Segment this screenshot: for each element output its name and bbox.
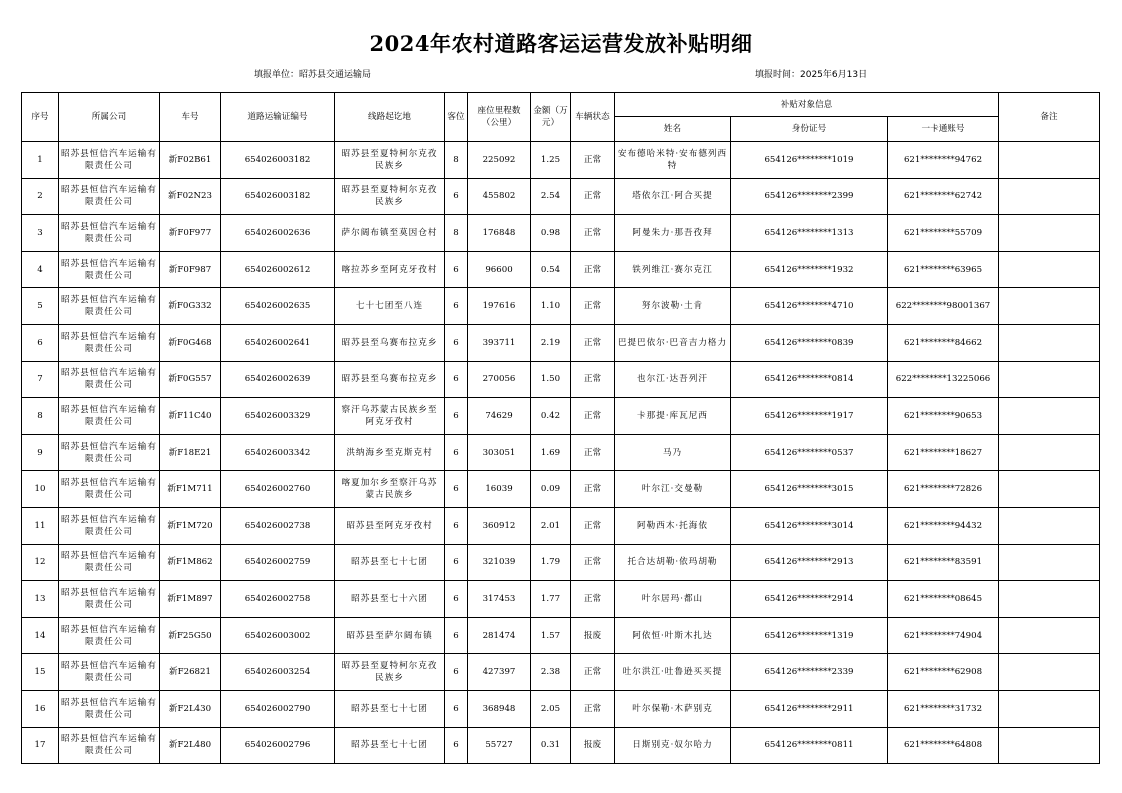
cell-mileage: 225092	[468, 142, 531, 179]
cell-company: 昭苏县恒信汽车运输有限责任公司	[59, 507, 160, 544]
cell-name: 托合达胡勒·依玛胡勒	[615, 544, 731, 581]
cell-seq: 16	[22, 690, 59, 727]
cell-route: 昭苏县至乌赛布拉克乡	[335, 324, 445, 361]
cell-remark	[999, 288, 1100, 325]
cell-remark	[999, 690, 1100, 727]
cell-id-no: 654126********4710	[731, 288, 888, 325]
cell-route: 昭苏县至夏特柯尔克孜民族乡	[335, 142, 445, 179]
cell-name: 吐尔洪江·吐鲁逊买买提	[615, 654, 731, 691]
cell-seats: 6	[445, 288, 468, 325]
cell-remark	[999, 142, 1100, 179]
cell-status: 正常	[571, 434, 615, 471]
cell-name: 卡那提·库瓦尼西	[615, 398, 731, 435]
header-card: 一卡通账号	[888, 117, 999, 142]
header-mileage: 座位里程数（公里）	[468, 93, 531, 142]
header-amount: 金额（万元）	[531, 93, 571, 142]
table-row	[22, 434, 1100, 471]
cell-permit: 654026002635	[221, 288, 335, 325]
cell-card: 621********84662	[888, 324, 999, 361]
header-subsidy-group: 补贴对象信息	[615, 93, 999, 117]
cell-company: 昭苏县恒信汽车运输有限责任公司	[59, 581, 160, 618]
table-row	[22, 215, 1100, 252]
cell-id-no: 654126********0811	[731, 727, 888, 764]
cell-permit: 654026002639	[221, 361, 335, 398]
cell-card: 621********94762	[888, 142, 999, 179]
cell-status: 正常	[571, 654, 615, 691]
cell-name: 马乃	[615, 434, 731, 471]
cell-plate: 新F1M711	[160, 471, 221, 508]
cell-remark	[999, 471, 1100, 508]
header-permit: 道路运输证编号	[221, 93, 335, 142]
cell-card: 621********74904	[888, 617, 999, 654]
cell-seq: 2	[22, 178, 59, 215]
cell-seq: 12	[22, 544, 59, 581]
table-row	[22, 398, 1100, 435]
cell-seq: 4	[22, 251, 59, 288]
cell-plate: 新F26821	[160, 654, 221, 691]
cell-card: 621********62908	[888, 654, 999, 691]
reporting-unit: 填报单位：昭苏县交通运输局	[254, 70, 372, 80]
cell-name: 叶尔居玛·都山	[615, 581, 731, 618]
cell-remark	[999, 544, 1100, 581]
cell-company: 昭苏县恒信汽车运输有限责任公司	[59, 288, 160, 325]
cell-id-no: 654126********0537	[731, 434, 888, 471]
cell-route: 昭苏县至七十七团	[335, 727, 445, 764]
cell-plate: 新F18E21	[160, 434, 221, 471]
cell-amount: 2.19	[531, 324, 571, 361]
cell-company: 昭苏县恒信汽车运输有限责任公司	[59, 361, 160, 398]
cell-remark	[999, 324, 1100, 361]
cell-status: 正常	[571, 471, 615, 508]
cell-status: 正常	[571, 142, 615, 179]
cell-amount: 1.79	[531, 544, 571, 581]
cell-plate: 新F02N23	[160, 178, 221, 215]
cell-name: 巴提巴依尔·巴音吉力格力	[615, 324, 731, 361]
cell-seq: 11	[22, 507, 59, 544]
table-header	[22, 93, 1100, 142]
cell-amount: 1.10	[531, 288, 571, 325]
cell-remark	[999, 178, 1100, 215]
cell-status: 正常	[571, 178, 615, 215]
cell-permit: 654026003002	[221, 617, 335, 654]
cell-permit: 654026003342	[221, 434, 335, 471]
cell-amount: 1.50	[531, 361, 571, 398]
cell-status: 报废	[571, 617, 615, 654]
cell-status: 正常	[571, 398, 615, 435]
cell-id-no: 654126********2914	[731, 581, 888, 618]
cell-card: 621********08645	[888, 581, 999, 618]
cell-permit: 654026003182	[221, 142, 335, 179]
table-row	[22, 142, 1100, 179]
cell-permit: 654026002758	[221, 581, 335, 618]
cell-amount: 0.54	[531, 251, 571, 288]
cell-name: 日斯别克·奴尔哈力	[615, 727, 731, 764]
cell-seq: 6	[22, 324, 59, 361]
cell-seq: 13	[22, 581, 59, 618]
cell-amount: 1.57	[531, 617, 571, 654]
cell-status: 报废	[571, 727, 615, 764]
header-seats: 客位	[445, 93, 468, 142]
cell-route: 喀拉苏乡至阿克牙孜村	[335, 251, 445, 288]
cell-seats: 6	[445, 507, 468, 544]
cell-route: 昭苏县至七十七团	[335, 690, 445, 727]
cell-seats: 6	[445, 178, 468, 215]
cell-card: 621********62742	[888, 178, 999, 215]
cell-card: 621********31732	[888, 690, 999, 727]
cell-route: 昭苏县至夏特柯尔克孜民族乡	[335, 654, 445, 691]
cell-id-no: 654126********0839	[731, 324, 888, 361]
cell-company: 昭苏县恒信汽车运输有限责任公司	[59, 215, 160, 252]
cell-route: 察汗乌苏蒙古民族乡至阿克牙孜村	[335, 398, 445, 435]
cell-mileage: 360912	[468, 507, 531, 544]
header-id-no: 身份证号	[731, 117, 888, 142]
cell-remark	[999, 215, 1100, 252]
table-row	[22, 324, 1100, 361]
cell-seq: 3	[22, 215, 59, 252]
cell-permit: 654026003182	[221, 178, 335, 215]
cell-mileage: 368948	[468, 690, 531, 727]
reporting-date: 填报时间：2025年6月13日	[755, 70, 868, 80]
cell-status: 正常	[571, 215, 615, 252]
cell-company: 昭苏县恒信汽车运输有限责任公司	[59, 690, 160, 727]
cell-mileage: 317453	[468, 581, 531, 618]
cell-card: 622********98001367	[888, 288, 999, 325]
cell-permit: 654026002796	[221, 727, 335, 764]
cell-remark	[999, 727, 1100, 764]
cell-seq: 10	[22, 471, 59, 508]
cell-plate: 新F1M720	[160, 507, 221, 544]
cell-permit: 654026003254	[221, 654, 335, 691]
cell-card: 621********90653	[888, 398, 999, 435]
table-row	[22, 178, 1100, 215]
cell-mileage: 303051	[468, 434, 531, 471]
cell-seq: 5	[22, 288, 59, 325]
cell-remark	[999, 581, 1100, 618]
cell-company: 昭苏县恒信汽车运输有限责任公司	[59, 398, 160, 435]
cell-amount: 2.38	[531, 654, 571, 691]
cell-mileage: 455802	[468, 178, 531, 215]
cell-seats: 6	[445, 617, 468, 654]
cell-amount: 1.77	[531, 581, 571, 618]
table-body	[22, 142, 1100, 764]
cell-seq: 7	[22, 361, 59, 398]
cell-id-no: 654126********1917	[731, 398, 888, 435]
table-row	[22, 507, 1100, 544]
table-row	[22, 471, 1100, 508]
cell-card: 621********83591	[888, 544, 999, 581]
cell-id-no: 654126********3014	[731, 507, 888, 544]
cell-amount: 1.25	[531, 142, 571, 179]
header-plate: 车号	[160, 93, 221, 142]
table-row	[22, 581, 1100, 618]
cell-remark	[999, 507, 1100, 544]
header-remark: 备注	[999, 93, 1100, 142]
cell-permit: 654026002760	[221, 471, 335, 508]
cell-mileage: 281474	[468, 617, 531, 654]
cell-plate: 新F0G468	[160, 324, 221, 361]
cell-card: 621********72826	[888, 471, 999, 508]
cell-status: 正常	[571, 251, 615, 288]
cell-seats: 6	[445, 690, 468, 727]
cell-mileage: 96600	[468, 251, 531, 288]
subsidy-table	[21, 92, 1100, 764]
header-status: 车辆状态	[571, 93, 615, 142]
cell-mileage: 321039	[468, 544, 531, 581]
cell-seats: 6	[445, 471, 468, 508]
cell-company: 昭苏县恒信汽车运输有限责任公司	[59, 251, 160, 288]
cell-id-no: 654126********3015	[731, 471, 888, 508]
cell-status: 正常	[571, 507, 615, 544]
cell-id-no: 654126********0814	[731, 361, 888, 398]
page-title: 2024年农村道路客运运营发放补贴明细	[369, 31, 753, 56]
cell-id-no: 654126********2339	[731, 654, 888, 691]
table-row	[22, 251, 1100, 288]
cell-permit: 654026002641	[221, 324, 335, 361]
cell-status: 正常	[571, 361, 615, 398]
cell-status: 正常	[571, 690, 615, 727]
cell-id-no: 654126********2911	[731, 690, 888, 727]
cell-card: 622********13225066	[888, 361, 999, 398]
cell-seq: 8	[22, 398, 59, 435]
cell-name: 阿依恒·叶斯木扎达	[615, 617, 731, 654]
cell-seats: 6	[445, 361, 468, 398]
cell-mileage: 176848	[468, 215, 531, 252]
header-seq: 序号	[22, 93, 59, 142]
cell-seats: 6	[445, 727, 468, 764]
cell-seats: 6	[445, 434, 468, 471]
cell-plate: 新F0G557	[160, 361, 221, 398]
cell-plate: 新F11C40	[160, 398, 221, 435]
cell-permit: 654026002790	[221, 690, 335, 727]
cell-plate: 新F25G50	[160, 617, 221, 654]
cell-amount: 2.54	[531, 178, 571, 215]
table-row	[22, 654, 1100, 691]
cell-route: 昭苏县至七十六团	[335, 581, 445, 618]
cell-permit: 654026002759	[221, 544, 335, 581]
cell-company: 昭苏县恒信汽车运输有限责任公司	[59, 178, 160, 215]
cell-remark	[999, 617, 1100, 654]
cell-company: 昭苏县恒信汽车运输有限责任公司	[59, 142, 160, 179]
cell-name: 叶尔江·交曼勒	[615, 471, 731, 508]
cell-seats: 6	[445, 398, 468, 435]
cell-company: 昭苏县恒信汽车运输有限责任公司	[59, 727, 160, 764]
cell-permit: 654026003329	[221, 398, 335, 435]
cell-company: 昭苏县恒信汽车运输有限责任公司	[59, 617, 160, 654]
header-route: 线路起讫地	[335, 93, 445, 142]
cell-permit: 654026002636	[221, 215, 335, 252]
cell-seats: 6	[445, 654, 468, 691]
cell-status: 正常	[571, 324, 615, 361]
cell-card: 621********63965	[888, 251, 999, 288]
cell-amount: 0.09	[531, 471, 571, 508]
cell-plate: 新F0F977	[160, 215, 221, 252]
cell-company: 昭苏县恒信汽车运输有限责任公司	[59, 434, 160, 471]
cell-plate: 新F2L480	[160, 727, 221, 764]
cell-route: 萨尔阔布镇至莫因仓村	[335, 215, 445, 252]
cell-permit: 654026002612	[221, 251, 335, 288]
table-row	[22, 361, 1100, 398]
header-company: 所属公司	[59, 93, 160, 142]
cell-amount: 0.31	[531, 727, 571, 764]
cell-card: 621********18627	[888, 434, 999, 471]
cell-route: 昭苏县至夏特柯尔克孜民族乡	[335, 178, 445, 215]
cell-plate: 新F1M862	[160, 544, 221, 581]
cell-route: 昭苏县至乌赛布拉克乡	[335, 361, 445, 398]
table-row	[22, 544, 1100, 581]
cell-seq: 14	[22, 617, 59, 654]
cell-route: 洪纳海乡至克斯克村	[335, 434, 445, 471]
cell-id-no: 654126********1932	[731, 251, 888, 288]
cell-company: 昭苏县恒信汽车运输有限责任公司	[59, 471, 160, 508]
cell-amount: 2.01	[531, 507, 571, 544]
header-name: 姓名	[615, 117, 731, 142]
cell-amount: 1.69	[531, 434, 571, 471]
cell-seats: 8	[445, 215, 468, 252]
cell-status: 正常	[571, 581, 615, 618]
cell-name: 阿曼朱力·那吾孜拜	[615, 215, 731, 252]
cell-plate: 新F0G332	[160, 288, 221, 325]
cell-route: 七十七团至八连	[335, 288, 445, 325]
cell-seq: 17	[22, 727, 59, 764]
cell-status: 正常	[571, 288, 615, 325]
cell-seq: 15	[22, 654, 59, 691]
cell-remark	[999, 251, 1100, 288]
cell-company: 昭苏县恒信汽车运输有限责任公司	[59, 324, 160, 361]
cell-mileage: 197616	[468, 288, 531, 325]
table-row	[22, 288, 1100, 325]
cell-status: 正常	[571, 544, 615, 581]
cell-id-no: 654126********2913	[731, 544, 888, 581]
cell-mileage: 16039	[468, 471, 531, 508]
cell-seats: 6	[445, 251, 468, 288]
cell-id-no: 654126********1319	[731, 617, 888, 654]
cell-seq: 9	[22, 434, 59, 471]
cell-mileage: 74629	[468, 398, 531, 435]
table-row	[22, 690, 1100, 727]
cell-id-no: 654126********2399	[731, 178, 888, 215]
cell-route: 昭苏县至阿克牙孜村	[335, 507, 445, 544]
table-row	[22, 617, 1100, 654]
cell-amount: 0.42	[531, 398, 571, 435]
cell-seats: 8	[445, 142, 468, 179]
cell-remark	[999, 398, 1100, 435]
cell-route: 昭苏县至七十七团	[335, 544, 445, 581]
cell-mileage: 427397	[468, 654, 531, 691]
cell-plate: 新F0F987	[160, 251, 221, 288]
cell-mileage: 393711	[468, 324, 531, 361]
cell-amount: 2.05	[531, 690, 571, 727]
cell-route: 昭苏县至萨尔阔布镇	[335, 617, 445, 654]
cell-remark	[999, 434, 1100, 471]
cell-remark	[999, 654, 1100, 691]
cell-seats: 6	[445, 324, 468, 361]
cell-name: 铁列维江·赛尔克江	[615, 251, 731, 288]
cell-route: 喀夏加尔乡至察汗乌苏蒙古民族乡	[335, 471, 445, 508]
cell-company: 昭苏县恒信汽车运输有限责任公司	[59, 654, 160, 691]
cell-seats: 6	[445, 544, 468, 581]
cell-card: 621********94432	[888, 507, 999, 544]
cell-name: 塔依尔江·阿合买提	[615, 178, 731, 215]
cell-name: 也尔江·达吾列汗	[615, 361, 731, 398]
cell-card: 621********64808	[888, 727, 999, 764]
cell-permit: 654026002738	[221, 507, 335, 544]
cell-mileage: 270056	[468, 361, 531, 398]
cell-id-no: 654126********1019	[731, 142, 888, 179]
cell-plate: 新F1M897	[160, 581, 221, 618]
cell-company: 昭苏县恒信汽车运输有限责任公司	[59, 544, 160, 581]
cell-mileage: 55727	[468, 727, 531, 764]
cell-remark	[999, 361, 1100, 398]
cell-name: 努尔波勒·土肯	[615, 288, 731, 325]
cell-seats: 6	[445, 581, 468, 618]
cell-plate: 新F2L430	[160, 690, 221, 727]
cell-id-no: 654126********1313	[731, 215, 888, 252]
cell-seq: 1	[22, 142, 59, 179]
cell-card: 621********55709	[888, 215, 999, 252]
cell-plate: 新F02B61	[160, 142, 221, 179]
cell-name: 叶尔保勒·木萨别克	[615, 690, 731, 727]
cell-amount: 0.98	[531, 215, 571, 252]
cell-name: 阿勒西木·托海依	[615, 507, 731, 544]
table-row	[22, 727, 1100, 764]
cell-name: 安布德哈米特·安布德列西特	[615, 142, 731, 179]
